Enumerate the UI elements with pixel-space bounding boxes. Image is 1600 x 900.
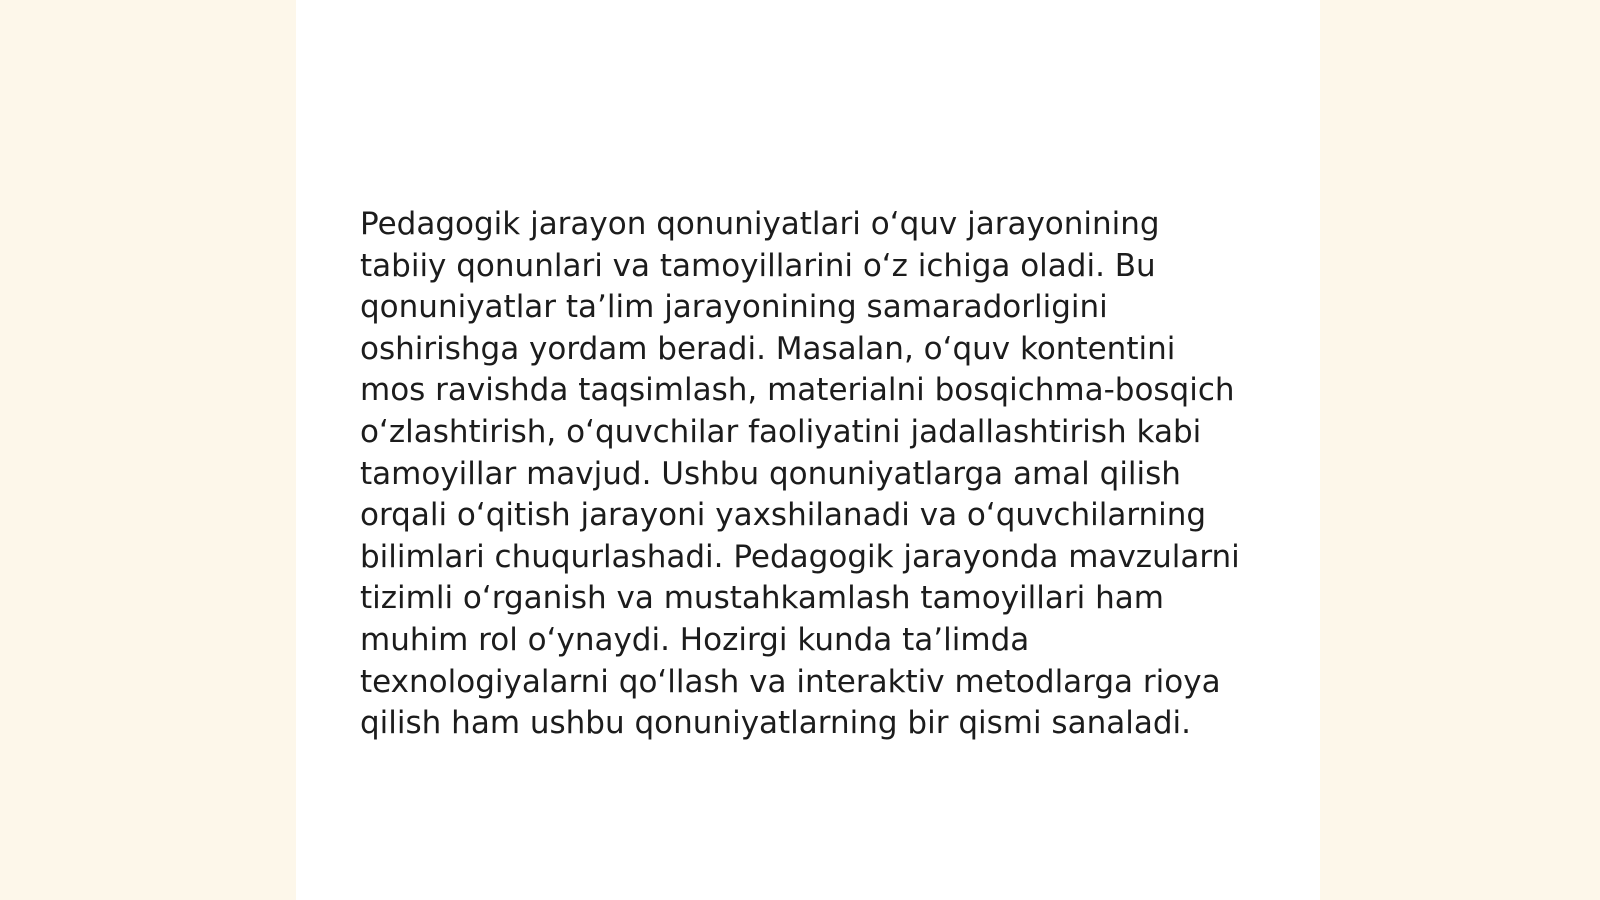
document-page <box>296 0 1320 900</box>
body-paragraph: Pedagogik jarayon qonuniyatlari o‘quv jarayonining tabiiy qonunlari va tamoyillarini o‘z ichiga oladi. Bu qonuniyatlar ta’lim jarayonining samaradorligini oshirishga yordam beradi. Masalan, o‘quv kontentini mos ravishda taqsimlash, materialni bosqichma-bosqich o‘zlashtirish, o‘quvchilar faoliyatini jadallashtirish kabi tamoyillar mavjud. Ushbu qonuniyatlarga amal qilish orqali o‘qitish jarayoni yaxshilanadi va o‘quvchilarning bilimlari chuqurlashadi. Pedagogik jarayonda mavzularni tizimli o‘rganish va mustahkamlash tamoyillari ham muhim rol o‘ynaydi. Hozirgi kunda ta’limda texnologiyalarni qo‘llash va interaktiv metodlarga rioya qilish ham ushbu qonuniyatlarning bir qismi sanaladi. <box>360 206 1240 742</box>
